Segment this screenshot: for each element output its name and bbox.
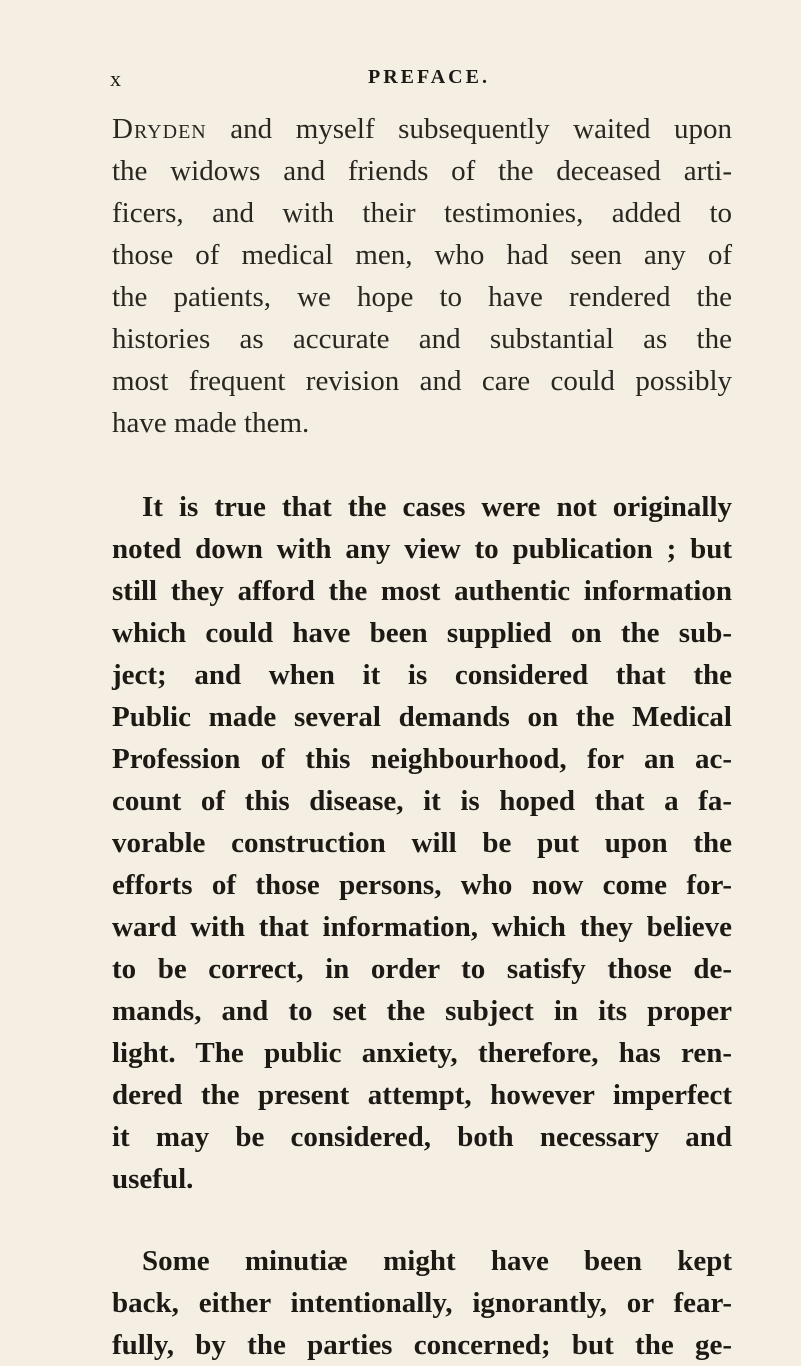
text-line: vorable construction will be put upon the xyxy=(112,827,732,859)
text-line: Profession of this neighbourhood, for an ac- xyxy=(112,743,732,775)
lead-name: Dryden xyxy=(112,113,207,145)
text-line: fully, by the parties concerned; but the ge- xyxy=(112,1329,732,1361)
text-line: which could have been supplied on the sub- xyxy=(112,617,732,649)
text-line: most frequent revision and care could possibly xyxy=(112,365,732,397)
text-line: back, either intentionally, ignorantly, or fear- xyxy=(112,1287,732,1319)
text-line: the patients, we hope to have rendered the xyxy=(112,281,732,313)
text-line: ficers, and with their testimonies, added to xyxy=(112,197,732,229)
text-line: have made them. xyxy=(112,407,310,439)
text-line: Some minutiæ might have been kept xyxy=(142,1245,732,1277)
page-header xyxy=(110,66,720,96)
text-line: mands, and to set the subject in its proper xyxy=(112,995,732,1027)
paragraph-2 xyxy=(112,486,732,1200)
text-line: noted down with any view to publication ; but xyxy=(112,533,732,565)
text-line: count of this disease, it is hoped that a fa- xyxy=(112,785,732,817)
text-line: to be correct, in order to satisfy those de- xyxy=(112,953,732,985)
text-line: still they afford the most authentic information xyxy=(112,575,732,607)
paragraph-3 xyxy=(112,1240,732,1366)
text-line: It is true that the cases were not originally xyxy=(142,491,732,523)
page-number: x xyxy=(110,66,122,91)
text-line: the widows and friends of the deceased arti- xyxy=(112,155,732,187)
text-line: those of medical men, who had seen any of xyxy=(112,239,732,271)
text-line: Dryden and myself subsequently waited upon xyxy=(112,113,732,145)
text-line: ward with that information, which they believe xyxy=(112,911,732,943)
text-line: ject; and when it is considered that the xyxy=(112,659,732,691)
text-line: histories as accurate and substantial as the xyxy=(112,323,732,355)
text-line: dered the present attempt, however imperfect xyxy=(112,1079,732,1111)
text-line: light. The public anxiety, therefore, has ren- xyxy=(112,1037,732,1069)
paragraph-1 xyxy=(112,108,732,444)
text-line: Public made several demands on the Medical xyxy=(112,701,732,733)
text-line: it may be considered, both necessary and xyxy=(112,1121,732,1153)
body-text xyxy=(112,108,732,1366)
running-head: PREFACE. xyxy=(368,66,490,88)
text-line: useful. xyxy=(112,1163,194,1195)
text-line: efforts of those persons, who now come for- xyxy=(112,869,732,901)
